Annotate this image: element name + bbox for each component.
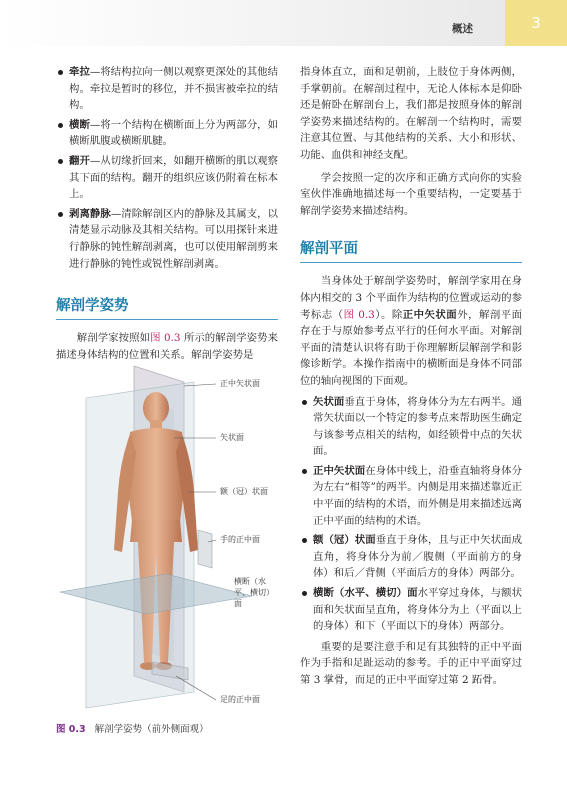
list-item: 正中矢状面在身体中线上，沿垂直轴将身体分为左右“相等”的两半。内侧是用来描述靠近正中平面的结构的术语，而外侧是用来描述远离正中平面的结构的术语。 [300, 463, 522, 529]
hand-median-plane [198, 530, 212, 568]
paragraph: 解剖学家按照如图 0.3 所示的解剖学姿势来描述身体结构的位置和关系。解剖学姿势是 [56, 332, 279, 361]
list-item: 额（冠）状面垂直于身体，且与正中矢状面成直角，将身体分为前／腹侧（平面前方的身体）和后／背侧（平面后方的身体）两部分。 [300, 532, 522, 582]
list-item: 矢状面垂直于身体，将身体分为左右两半。通常矢状面以一个特定的参考点来帮助医生确定与该参考点相关的结构，如经锁骨中点的矢状面。 [300, 394, 522, 460]
figure-reference[interactable]: 图 0.3 [150, 332, 181, 345]
list-item: 横断（水平、横切）面水平穿过身体，与额状面和矢状面呈直角，将身体分为上（平面以上的身体）和下（平面以下的身体）两部分。 [300, 585, 522, 635]
right-column [300, 64, 522, 689]
paragraph: 重要的是要注意手和足有其独特的正中平面作为手指和足趾运动的参考。手的正中平面穿过第 3 掌骨，而足的正中平面穿过第 2 跖骨。 [300, 640, 522, 686]
callout-median-sagittal-plane: 正中矢状面 [220, 379, 260, 388]
list-item: 剥离静脉—清除解剖区内的静脉及其属支，以清楚显示动脉及其相关结构。可以用探针来进行静脉的钝性解剖剥离，也可以使用解剖剪来进行静脉的钝性或锐性解剖剥离。 [56, 206, 278, 272]
list-item: 牵拉—将结构拉向一侧以观察更深处的其他结构。牵拉是暂时的移位，并不损害被牵拉的结构。 [56, 64, 278, 114]
paragraph: 学会按照一定的次序和正确方式向你的实验室伙伴准确地描述每一个重要结构，一定要基于解剖学姿势来描述结构。 [300, 171, 522, 217]
section-heading-anatomical-planes: 解剖平面 [300, 237, 522, 263]
callout-foot-median-plane: 足的正中面 [220, 695, 260, 704]
page-number-tab [505, 0, 567, 46]
section-heading-anatomical-position: 解剖学姿势 [56, 294, 278, 320]
figure-caption-text: 解剖学姿势（前外侧面观） [94, 724, 209, 735]
callout-sagittal-plane: 矢状面 [220, 433, 244, 442]
page-number: 3 [531, 14, 541, 32]
paragraph: 指身体直立，面和足朝前，上肢位于身体两侧，手掌朝前。在解剖过程中，无论人体标本是仰卧还是俯卧在解剖台上，我们都是按照身体的解剖学姿势来描述结构的。在解剖一个结构时，需要注意其位置、与其他结构的关系、大小和形状、功能、血供和神经支配。 [300, 66, 522, 161]
figure-anatomical-position [56, 362, 278, 724]
callout-transverse-plane: 横断（水平、横切）面 [234, 577, 274, 608]
left-column [56, 64, 278, 363]
callout-frontal-plane: 额（冠）状面 [220, 487, 268, 496]
running-header: 概述 [452, 23, 473, 35]
figure-caption [56, 721, 286, 735]
callout-hand-median-plane: 手的正中面 [220, 535, 260, 544]
list-item: 翻开—从切缘折回来，如翻开横断的肌以观察其下面的结构。翻开的组织应该仍附着在标本上。 [56, 153, 278, 203]
paragraph: 当身体处于解剖学姿势时，解剖学家用在身体内相交的 3 个平面作为结构的位置或运动的参考标志（图 0.3）。除正中矢状面外，解剖平面存在于与原始参考点平行的任何水平面。对解剖平面的清楚认识将有助于你理解断层解剖学和影像诊断学。本操作指南中的横断面是身体不同部位的轴向视图的下面观。 [300, 275, 523, 387]
figure-number: 图 0.3 [56, 724, 86, 735]
figure-reference[interactable]: 图 0.3 [343, 308, 375, 321]
list-item: 横断—将一个结构在横断面上分为两部分，如横断肌腹或横断肌腱。 [56, 117, 278, 150]
